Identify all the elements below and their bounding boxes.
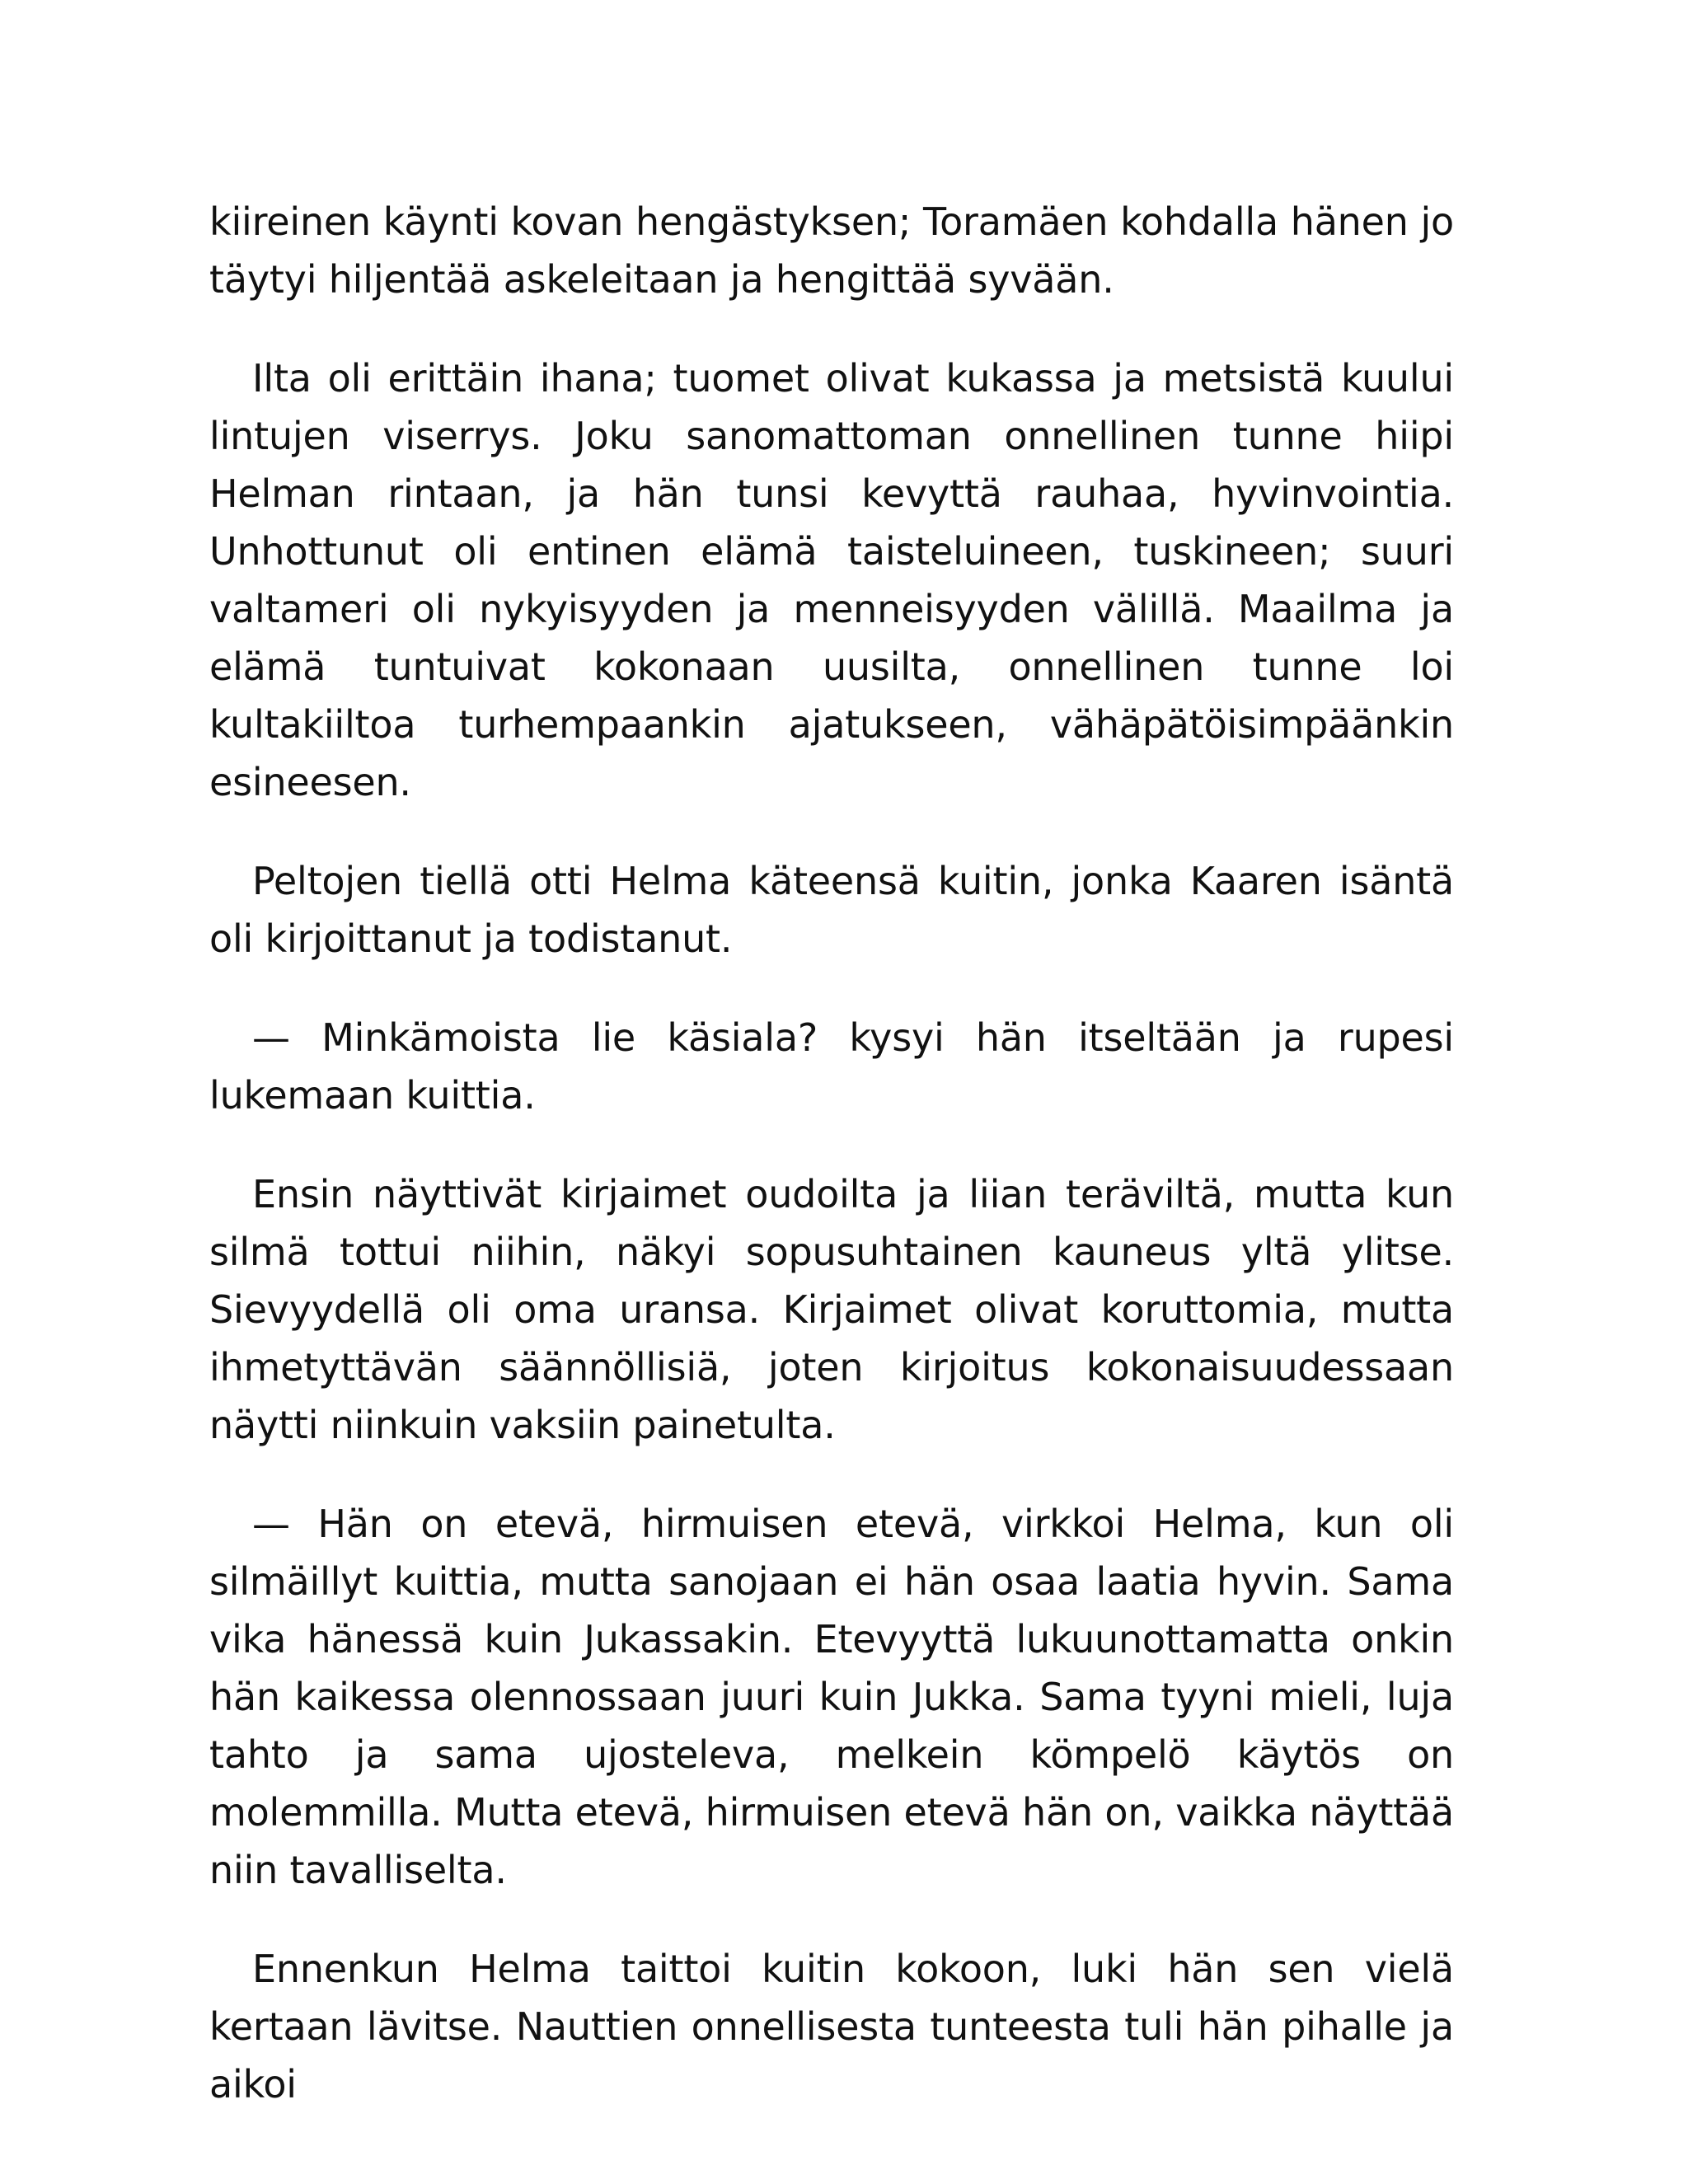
page-body: [209, 193, 1454, 2113]
paragraph-letters: Ensin näyttivät kirjaimet oudoilta ja liian teräviltä, mutta kun silmä tottui niihin, näkyi sopusuhtainen kauneus yltä ylitse. Sievyydellä oli oma uransa. Kirjaimet olivat koruttomia, mutta ihmetyttävän säännöllisiä, joten kirjoitus kokonaisuudessaan näytti niinkuin vaksiin painetulta.: [209, 1172, 1454, 1447]
paragraph-evening: Ilta oli erittäin ihana; tuomet olivat kukassa ja metsistä kuului lintujen viserrys. Joku sanomattoman onnellinen tunne hiipi Helman rintaan, ja hän tunsi kevyttä rauhaa, hyvinvointia. Unhottunut oli entinen elämä taisteluineen, tuskineen; suuri valtameri oli nykyisyyden ja menneisyyden välillä. Maailma ja elämä tuntuivat kokonaan uusilta, onnellinen tunne loi kultakiiltoa turhempaankin ajatukseen, vähäpätöisimpäänkin esineesen.: [209, 356, 1454, 804]
paragraph-receipt: Peltojen tiellä otti Helma käteensä kuitin, jonka Kaaren isäntä oli kirjoittanut ja todistanut.: [209, 859, 1454, 961]
paragraph-folding-receipt: Ennenkun Helma taittoi kuitin kokoon, luki hän sen vielä kertaan lävitse. Nauttien onnellisesta tunteesta tuli hän pihalle ja aikoi: [209, 1947, 1454, 2107]
paragraph-continuation: kiireinen käynti kovan hengästyksen; Toramäen kohdalla hänen jo täytyi hiljentää askeleitaan ja hengittää syvään.: [209, 199, 1454, 302]
paragraph-helma-remarks: — Hän on etevä, hirmuisen etevä, virkkoi Helma, kun oli silmäillyt kuittia, mutta sanojaan ei hän osaa laatia hyvin. Sama vika hänessä kuin Jukassakin. Etevyyttä lukuunottamatta onkin hän kaikessa olennossaan juuri kuin Jukka. Sama tyyni mieli, luja tahto ja sama ujosteleva, melkein kömpelö käytös on molemmilla. Mutta etevä, hirmuisen etevä hän on, vaikka näyttää niin tavalliselta.: [209, 1502, 1454, 1892]
paragraph-handwriting-question: — Minkämoista lie käsiala? kysyi hän itseltään ja rupesi lukemaan kuittia.: [209, 1015, 1454, 1118]
